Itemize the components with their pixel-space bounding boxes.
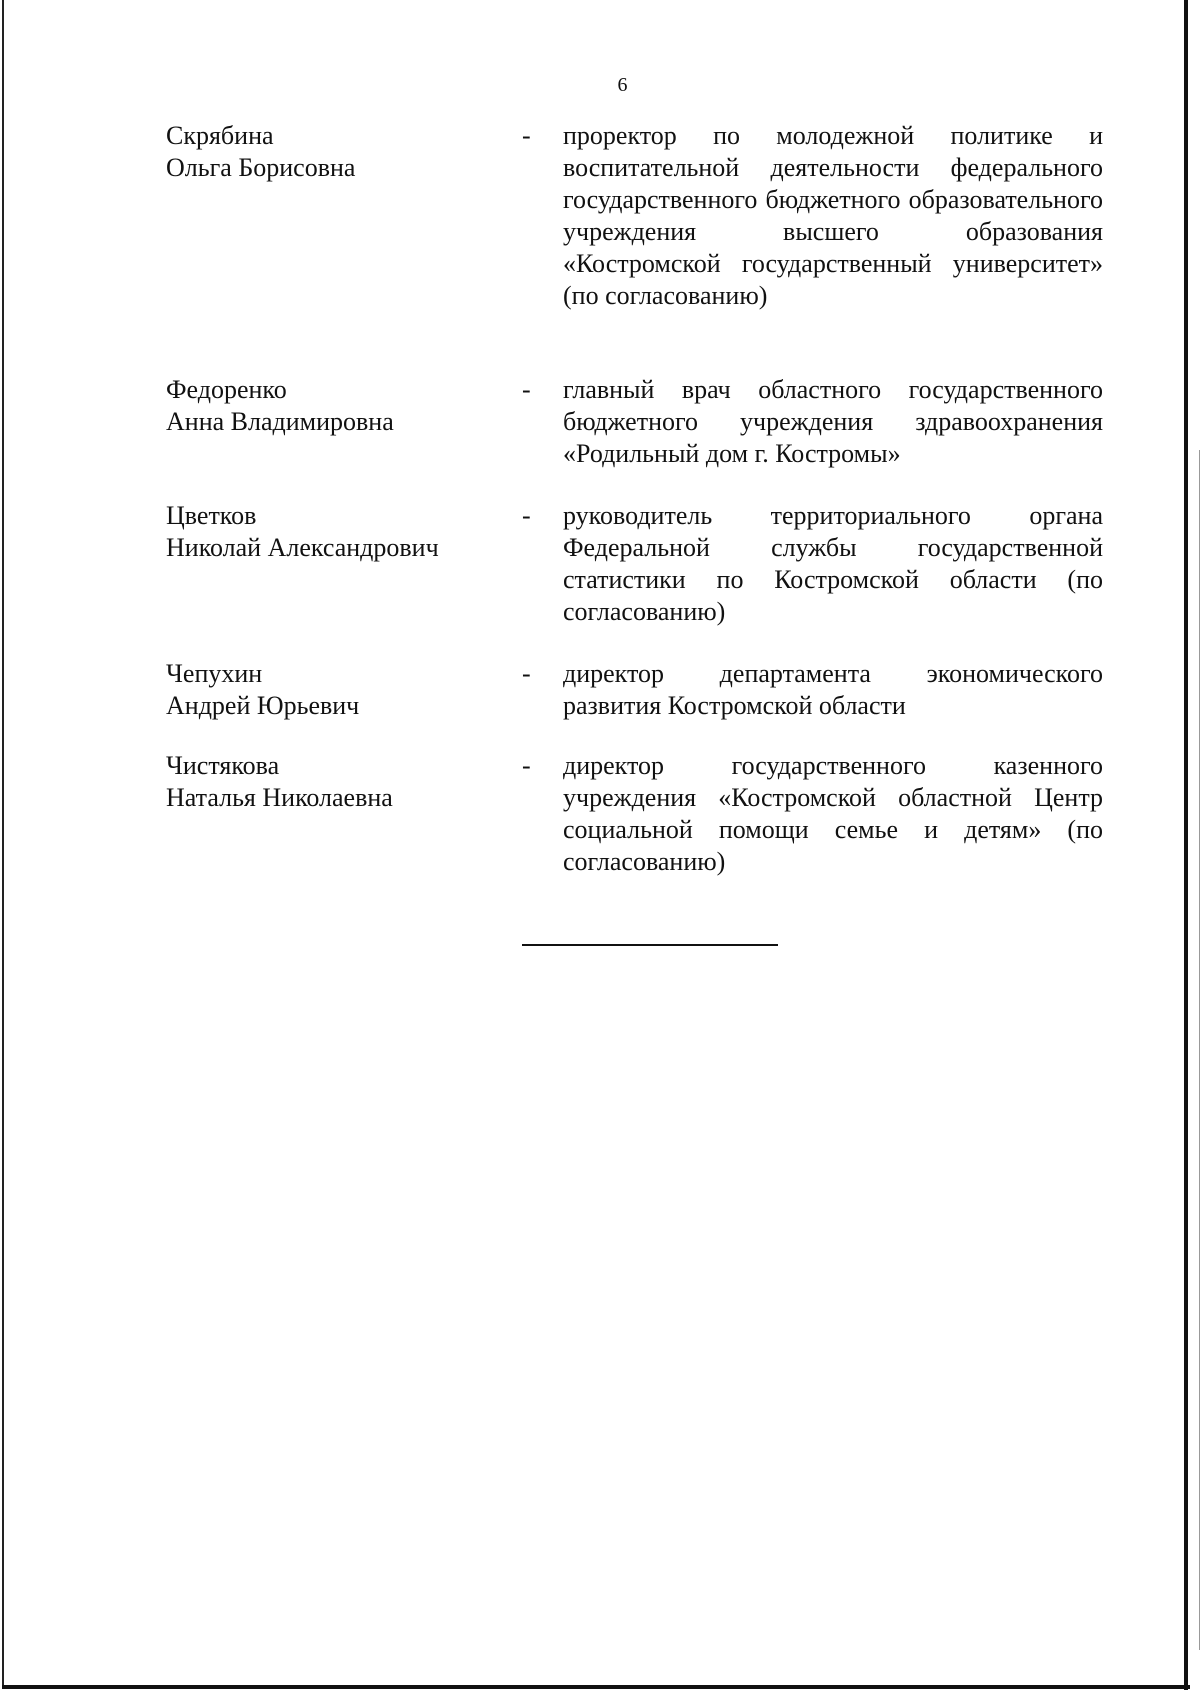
person-position: директор государственного казенного учреждения «Костромской областной Центр социальной помощи семье и детям» (по согласованию) [563, 751, 1103, 876]
entry-dash: - [522, 375, 531, 404]
person-given-names: Ольга Борисовна [166, 153, 356, 182]
entry-dash: - [522, 751, 531, 780]
scan-left-border [2, 0, 4, 1687]
page-number: 6 [617, 74, 628, 96]
person-position: руководитель территориального органа Федеральной службы государственной статистики по Костромской области (по согласованию) [563, 501, 1103, 626]
person-surname: Скрябина [166, 121, 274, 150]
person-given-names: Наталья Николаевна [166, 783, 393, 812]
person-surname: Чистякова [166, 751, 280, 780]
entry-dash: - [522, 659, 531, 688]
person-name [166, 658, 496, 722]
person-surname: Федоренко [166, 375, 287, 404]
scan-bottom-border [2, 1685, 1190, 1689]
person-surname: Цветков [166, 501, 257, 530]
entry-dash: - [522, 501, 531, 530]
person-name [166, 750, 496, 814]
entry-dash: - [522, 121, 531, 150]
person-given-names: Николай Александрович [166, 533, 439, 562]
person-name [166, 374, 496, 438]
scan-right-border [1184, 0, 1188, 1690]
person-position: директор департамента экономического развития Костромской области [563, 659, 1103, 720]
person-name [166, 120, 496, 184]
person-surname: Чепухин [166, 659, 263, 688]
person-position: проректор по молодежной политике и воспитательной деятельности федерального государственного бюджетного образовательного учреждения высшего образования «Костромской государственный университет» (по согласованию) [563, 121, 1103, 310]
end-of-list-rule [522, 944, 778, 946]
person-given-names: Анна Владимировна [166, 407, 394, 436]
person-name [166, 500, 496, 564]
person-given-names: Андрей Юрьевич [166, 691, 360, 720]
person-position: главный врач областного государственного бюджетного учреждения здравоохранения «Родильный дом г. Костромы» [563, 375, 1103, 468]
